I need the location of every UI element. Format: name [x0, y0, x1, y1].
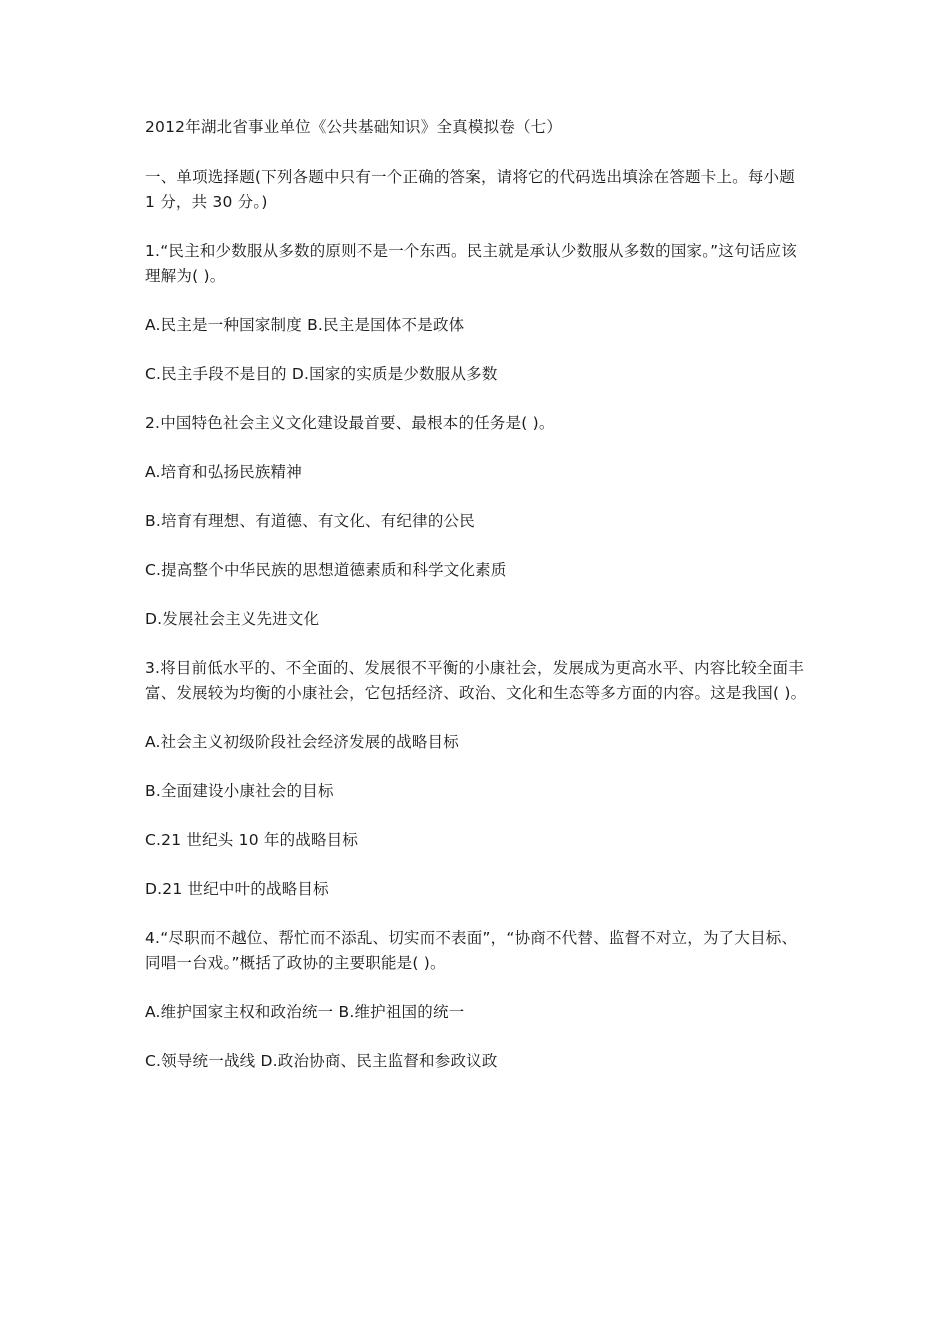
- question-3-option-a: A.社会主义初级阶段社会经济发展的战略目标: [145, 733, 459, 751]
- question-3-option-b: B.全面建设小康社会的目标: [145, 782, 334, 800]
- question-1-options-cd: C.民主手段不是目的 D.国家的实质是少数服从多数: [145, 365, 498, 383]
- question-4-options-ab: A.维护国家主权和政治统一 B.维护祖国的统一: [145, 1003, 465, 1021]
- question-2-stem: 2.中国特色社会主义文化建设最首要、最根本的任务是( )。: [145, 414, 555, 432]
- question-2-option-d: D.发展社会主义先进文化: [145, 610, 320, 628]
- document-body: [145, 115, 810, 1098]
- question-1-options-ab: A.民主是一种国家制度 B.民主是国体不是政体: [145, 316, 465, 334]
- question-1-stem: 1.“民主和少数服从多数的原则不是一个东西。民主就是承认少数服从多数的国家。”这句话应该理解为( )。: [145, 242, 797, 285]
- question-3-option-d: D.21 世纪中叶的战略目标: [145, 880, 329, 898]
- question-3-stem: 3.将目前低水平的、不全面的、发展很不平衡的小康社会，发展成为更高水平、内容比较全面丰富、发展较为均衡的小康社会，它包括经济、政治、文化和生态等多方面的内容。这是我国( )。: [145, 659, 807, 702]
- question-2-option-a: A.培育和弘扬民族精神: [145, 463, 302, 481]
- question-2-option-b: B.培育有理想、有道德、有文化、有纪律的公民: [145, 512, 475, 530]
- question-4-stem: 4.“尽职而不越位、帮忙而不添乱、切实而不表面”，“协商不代替、监督不对立，为了大目标、同唱一台戏。”概括了政协的主要职能是( )。: [145, 929, 798, 972]
- question-4-options-cd: C.领导统一战线 D.政治协商、民主监督和参政议政: [145, 1052, 498, 1070]
- document-title: 2012年湖北省事业单位《公共基础知识》全真模拟卷（七）: [145, 118, 563, 136]
- section-heading: 一、单项选择题(下列各题中只有一个正确的答案，请将它的代码选出填涂在答题卡上。每小题 1 分，共 30 分。): [145, 168, 795, 211]
- question-3-option-c: C.21 世纪头 10 年的战略目标: [145, 831, 359, 849]
- question-2-option-c: C.提高整个中华民族的思想道德素质和科学文化素质: [145, 561, 507, 579]
